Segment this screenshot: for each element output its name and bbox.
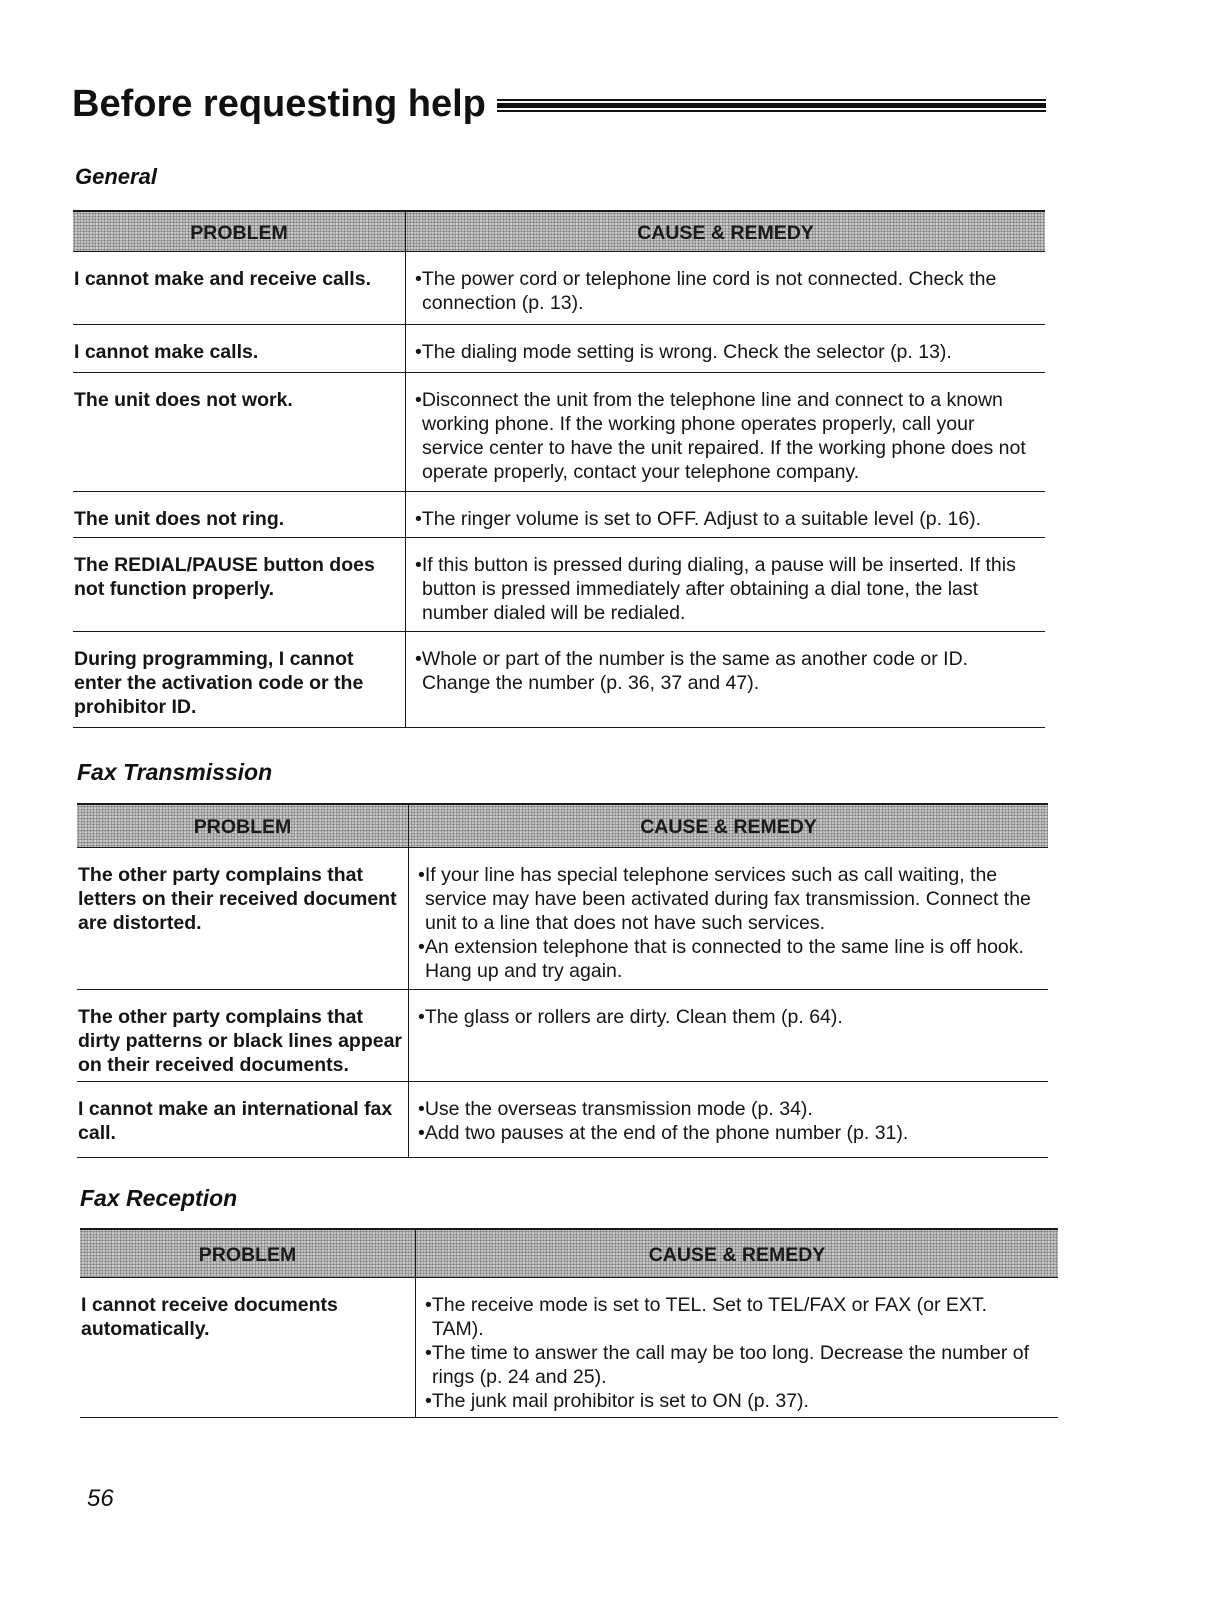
general-table xyxy=(73,210,1045,728)
remedy-cell xyxy=(415,1278,1058,1417)
remedy-cell xyxy=(405,373,1045,491)
table-row xyxy=(73,373,1045,492)
fax-reception-table xyxy=(80,1228,1058,1418)
remedy-item: •The time to answer the call may be too long. Decrease the number of rings (p. 24 and 25). xyxy=(425,1342,1030,1388)
remedy-cell xyxy=(408,848,1048,989)
remedy-item: •Disconnect the unit from the telephone line and connect to a known working phone. If the working phone operates properly, call your service center to have the unit repaired. If the working phone does not operate properly, contact your telephone company. xyxy=(415,389,1026,483)
table-header xyxy=(73,210,1045,252)
table-header xyxy=(77,803,1048,848)
problem-cell: During programming, I cannot enter the activation code or the prohibitor ID. xyxy=(74,648,364,718)
remedy-item: •If this button is pressed during dialing, a pause will be inserted. If this button is pressed immediately after obtaining a dial tone, the last number dialed will be redialed. xyxy=(415,554,1016,624)
remedy-item: •The power cord or telephone line cord is not connected. Check the connection (p. 13). xyxy=(415,268,997,314)
table-row xyxy=(77,848,1048,990)
problem-column-header: PROBLEM xyxy=(193,816,292,838)
table-row xyxy=(80,1278,1058,1418)
problem-cell: The REDIAL/PAUSE button does not function properly. xyxy=(74,554,375,600)
page-number: 56 xyxy=(87,1485,114,1512)
title-rule-line xyxy=(497,103,1046,108)
remedy-item: •The receive mode is set to TEL. Set to TEL/FAX or FAX (or EXT. TAM). xyxy=(425,1294,988,1340)
remedy-item: •Use the overseas transmission mode (p. 34). xyxy=(418,1098,813,1120)
title-rule-line xyxy=(497,110,1046,112)
remedy-cell xyxy=(405,325,1045,372)
remedy-cell xyxy=(405,252,1045,324)
section-heading-fax-reception: Fax Reception xyxy=(80,1185,238,1211)
remedy-item: •An extension telephone that is connected to the same line is off hook. Hang up and try again. xyxy=(418,936,1024,982)
remedy-item: •The ringer volume is set to OFF. Adjust to a suitable level (p. 16). xyxy=(415,508,982,530)
remedy-item: •Add two pauses at the end of the phone number (p. 31). xyxy=(418,1122,909,1144)
remedy-item: •The glass or rollers are dirty. Clean them (p. 64). xyxy=(418,1006,843,1028)
problem-column-header: PROBLEM xyxy=(190,221,288,244)
table-row xyxy=(73,538,1045,632)
section-heading-general: General xyxy=(75,164,157,189)
problem-cell: I cannot make calls. xyxy=(74,341,259,363)
problem-cell: The other party complains that dirty patterns or black lines appear on their received documents. xyxy=(78,1006,403,1076)
cause-remedy-column-header: CAUSE & REMEDY xyxy=(408,805,1048,847)
title-rule xyxy=(497,99,1046,113)
remedy-cell xyxy=(405,538,1045,631)
table-row xyxy=(73,252,1045,325)
remedy-cell xyxy=(405,492,1045,537)
table-row xyxy=(77,1082,1048,1158)
remedy-item: •Whole or part of the number is the same as another code or ID. Change the number (p. 36, 37 and 47). xyxy=(415,648,969,694)
page-title: Before requesting help xyxy=(72,83,486,125)
problem-cell: The other party complains that letters on their received document are distorted. xyxy=(78,864,397,934)
remedy-item: •If your line has special telephone services such as call waiting, the service may have been activated during fax transmission. Connect the unit to a line that does not have such services. xyxy=(418,864,1031,934)
problem-column-header: PROBLEM xyxy=(198,1243,297,1266)
title-rule-line xyxy=(497,99,1046,101)
table-row xyxy=(77,990,1048,1082)
problem-cell: I cannot receive documents automatically. xyxy=(81,1294,338,1340)
table-row xyxy=(73,632,1045,728)
problem-cell: I cannot make and receive calls. xyxy=(74,268,371,290)
problem-cell: The unit does not work. xyxy=(74,389,293,411)
problem-cell: I cannot make an international fax call. xyxy=(78,1098,393,1144)
fax-transmission-table xyxy=(77,803,1048,1158)
cause-remedy-column-header: CAUSE & REMEDY xyxy=(405,212,1045,251)
table-header xyxy=(80,1228,1058,1278)
remedy-item: •The dialing mode setting is wrong. Check the selector (p. 13). xyxy=(415,341,952,363)
remedy-cell xyxy=(405,632,1045,727)
problem-cell: The unit does not ring. xyxy=(74,508,285,530)
cause-remedy-column-header: CAUSE & REMEDY xyxy=(415,1230,1058,1277)
table-row xyxy=(73,492,1045,538)
remedy-cell xyxy=(408,990,1048,1081)
section-heading-fax-transmission: Fax Transmission xyxy=(77,759,273,785)
table-row xyxy=(73,325,1045,373)
remedy-cell xyxy=(408,1082,1048,1157)
remedy-item: •The junk mail prohibitor is set to ON (p. 37). xyxy=(425,1390,809,1412)
